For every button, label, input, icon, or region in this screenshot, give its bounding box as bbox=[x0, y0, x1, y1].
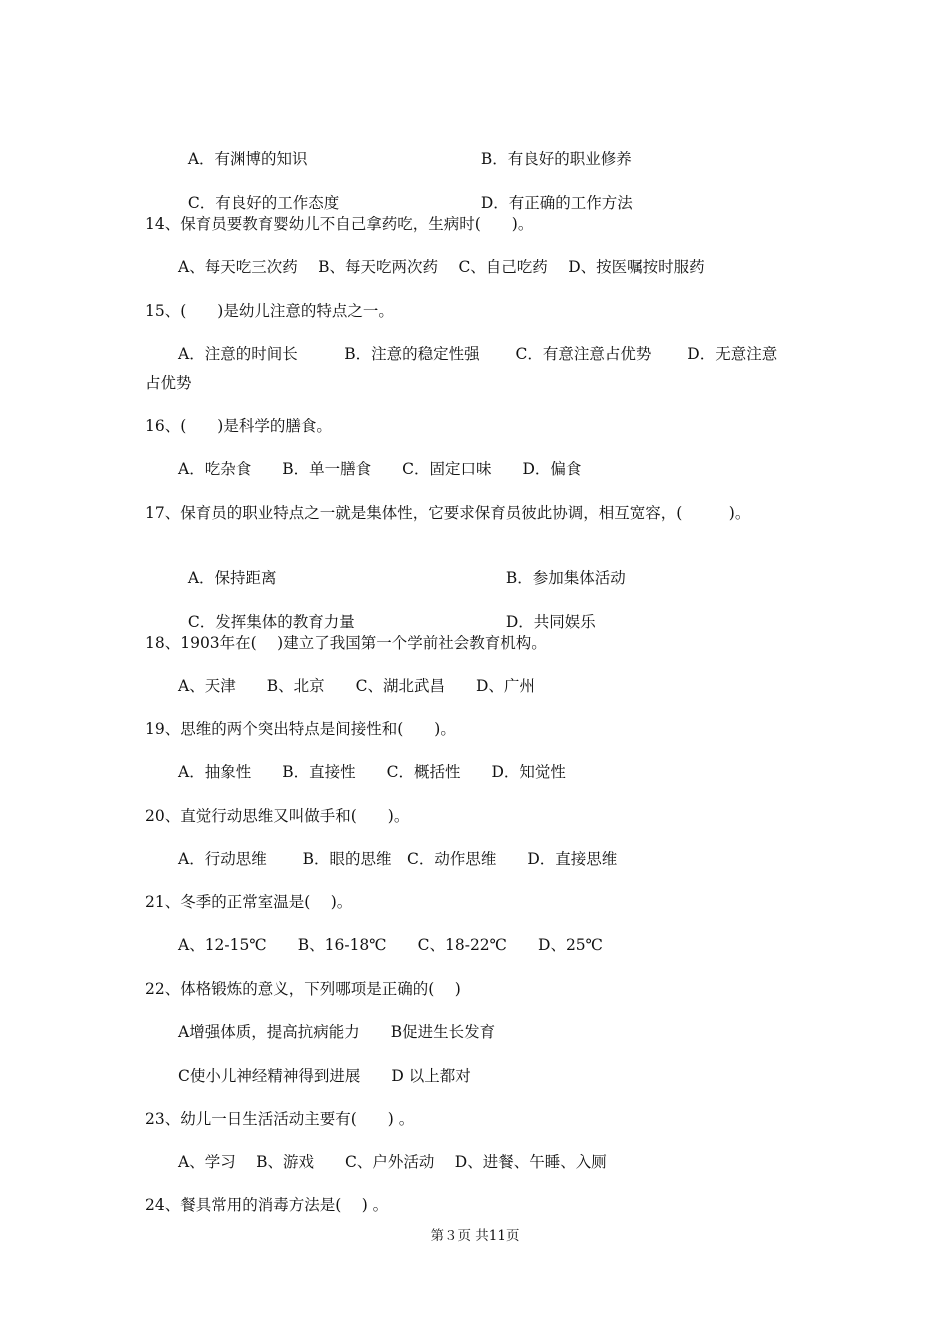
option-text: B．参加集体活动 bbox=[505, 569, 626, 587]
option-line-col2 bbox=[471, 126, 632, 170]
option-text: B．有良好的职业修养 bbox=[480, 150, 632, 168]
options-23: A、学习 B、游戏 C、户外活动 D、进餐、午睡、入厕 bbox=[178, 1153, 607, 1171]
option-line bbox=[178, 126, 308, 170]
question-24: 24、餐具常用的消毒方法是( ) 。 bbox=[145, 1196, 389, 1214]
option-text: A．保持距离 bbox=[187, 569, 277, 587]
options-22-row1: A增强体质，提高抗病能力 B促进生长发育 bbox=[178, 1023, 496, 1041]
question-20: 20、直觉行动思维又叫做手和( )。 bbox=[145, 807, 410, 825]
options-15: A．注意的时间长 B．注意的稳定性强 C．有意注意占优势 D．无意注意 bbox=[178, 345, 778, 363]
options-17-row2-col2 bbox=[496, 589, 596, 633]
options-21: A、12-15℃ B、16-18℃ C、18-22℃ D、25℃ bbox=[178, 936, 604, 954]
option-text: D．共同娱乐 bbox=[505, 613, 596, 631]
options-16: A．吃杂食 B．单一膳食 C．固定口味 D．偏食 bbox=[178, 460, 582, 478]
options-15-continued: 占优势 bbox=[145, 374, 192, 392]
option-line-col2 bbox=[471, 170, 633, 214]
options-17-row1-col2 bbox=[496, 545, 626, 589]
question-14: 14、保育员要教育婴幼儿不自己拿药吃，生病时( )。 bbox=[145, 215, 534, 233]
options-14: A、每天吃三次药 B、每天吃两次药 C、自己吃药 D、按医嘱按时服药 bbox=[178, 258, 705, 276]
options-22-row2: C使小儿神经精神得到进展 D 以上都对 bbox=[178, 1067, 471, 1085]
option-line bbox=[178, 170, 339, 214]
option-text: A．有渊博的知识 bbox=[187, 150, 308, 168]
question-21: 21、冬季的正常室温是( )。 bbox=[145, 893, 353, 911]
options-17-row2 bbox=[178, 589, 355, 633]
options-17-row1 bbox=[178, 545, 277, 589]
option-text: D．有正确的工作方法 bbox=[480, 194, 633, 212]
page-footer: 第３页 共11页 bbox=[430, 1228, 520, 1244]
option-text: C．发挥集体的教育力量 bbox=[187, 613, 355, 631]
question-15: 15、( )是幼儿注意的特点之一。 bbox=[145, 302, 394, 320]
options-19: A．抽象性 B．直接性 C．概括性 D．知觉性 bbox=[178, 763, 566, 781]
options-18: A、天津 B、北京 C、湖北武昌 D、广州 bbox=[178, 677, 535, 695]
question-22: 22、体格锻炼的意义，下列哪项是正确的( ) bbox=[145, 980, 461, 998]
question-19: 19、思维的两个突出特点是间接性和( )。 bbox=[145, 720, 456, 738]
question-18: 18、1903年在( )建立了我国第一个学前社会教育机构。 bbox=[145, 634, 547, 652]
question-16: 16、( )是科学的膳食。 bbox=[145, 417, 332, 435]
question-23: 23、幼儿一日生活活动主要有( ) 。 bbox=[145, 1110, 415, 1128]
question-17: 17、保育员的职业特点之一就是集体性，它要求保育员彼此协调，相互宽容，( )。 bbox=[145, 504, 751, 522]
option-text: C．有良好的工作态度 bbox=[187, 194, 340, 212]
options-20: A．行动思维 B．眼的思维 C．动作思维 D．直接思维 bbox=[178, 850, 618, 868]
